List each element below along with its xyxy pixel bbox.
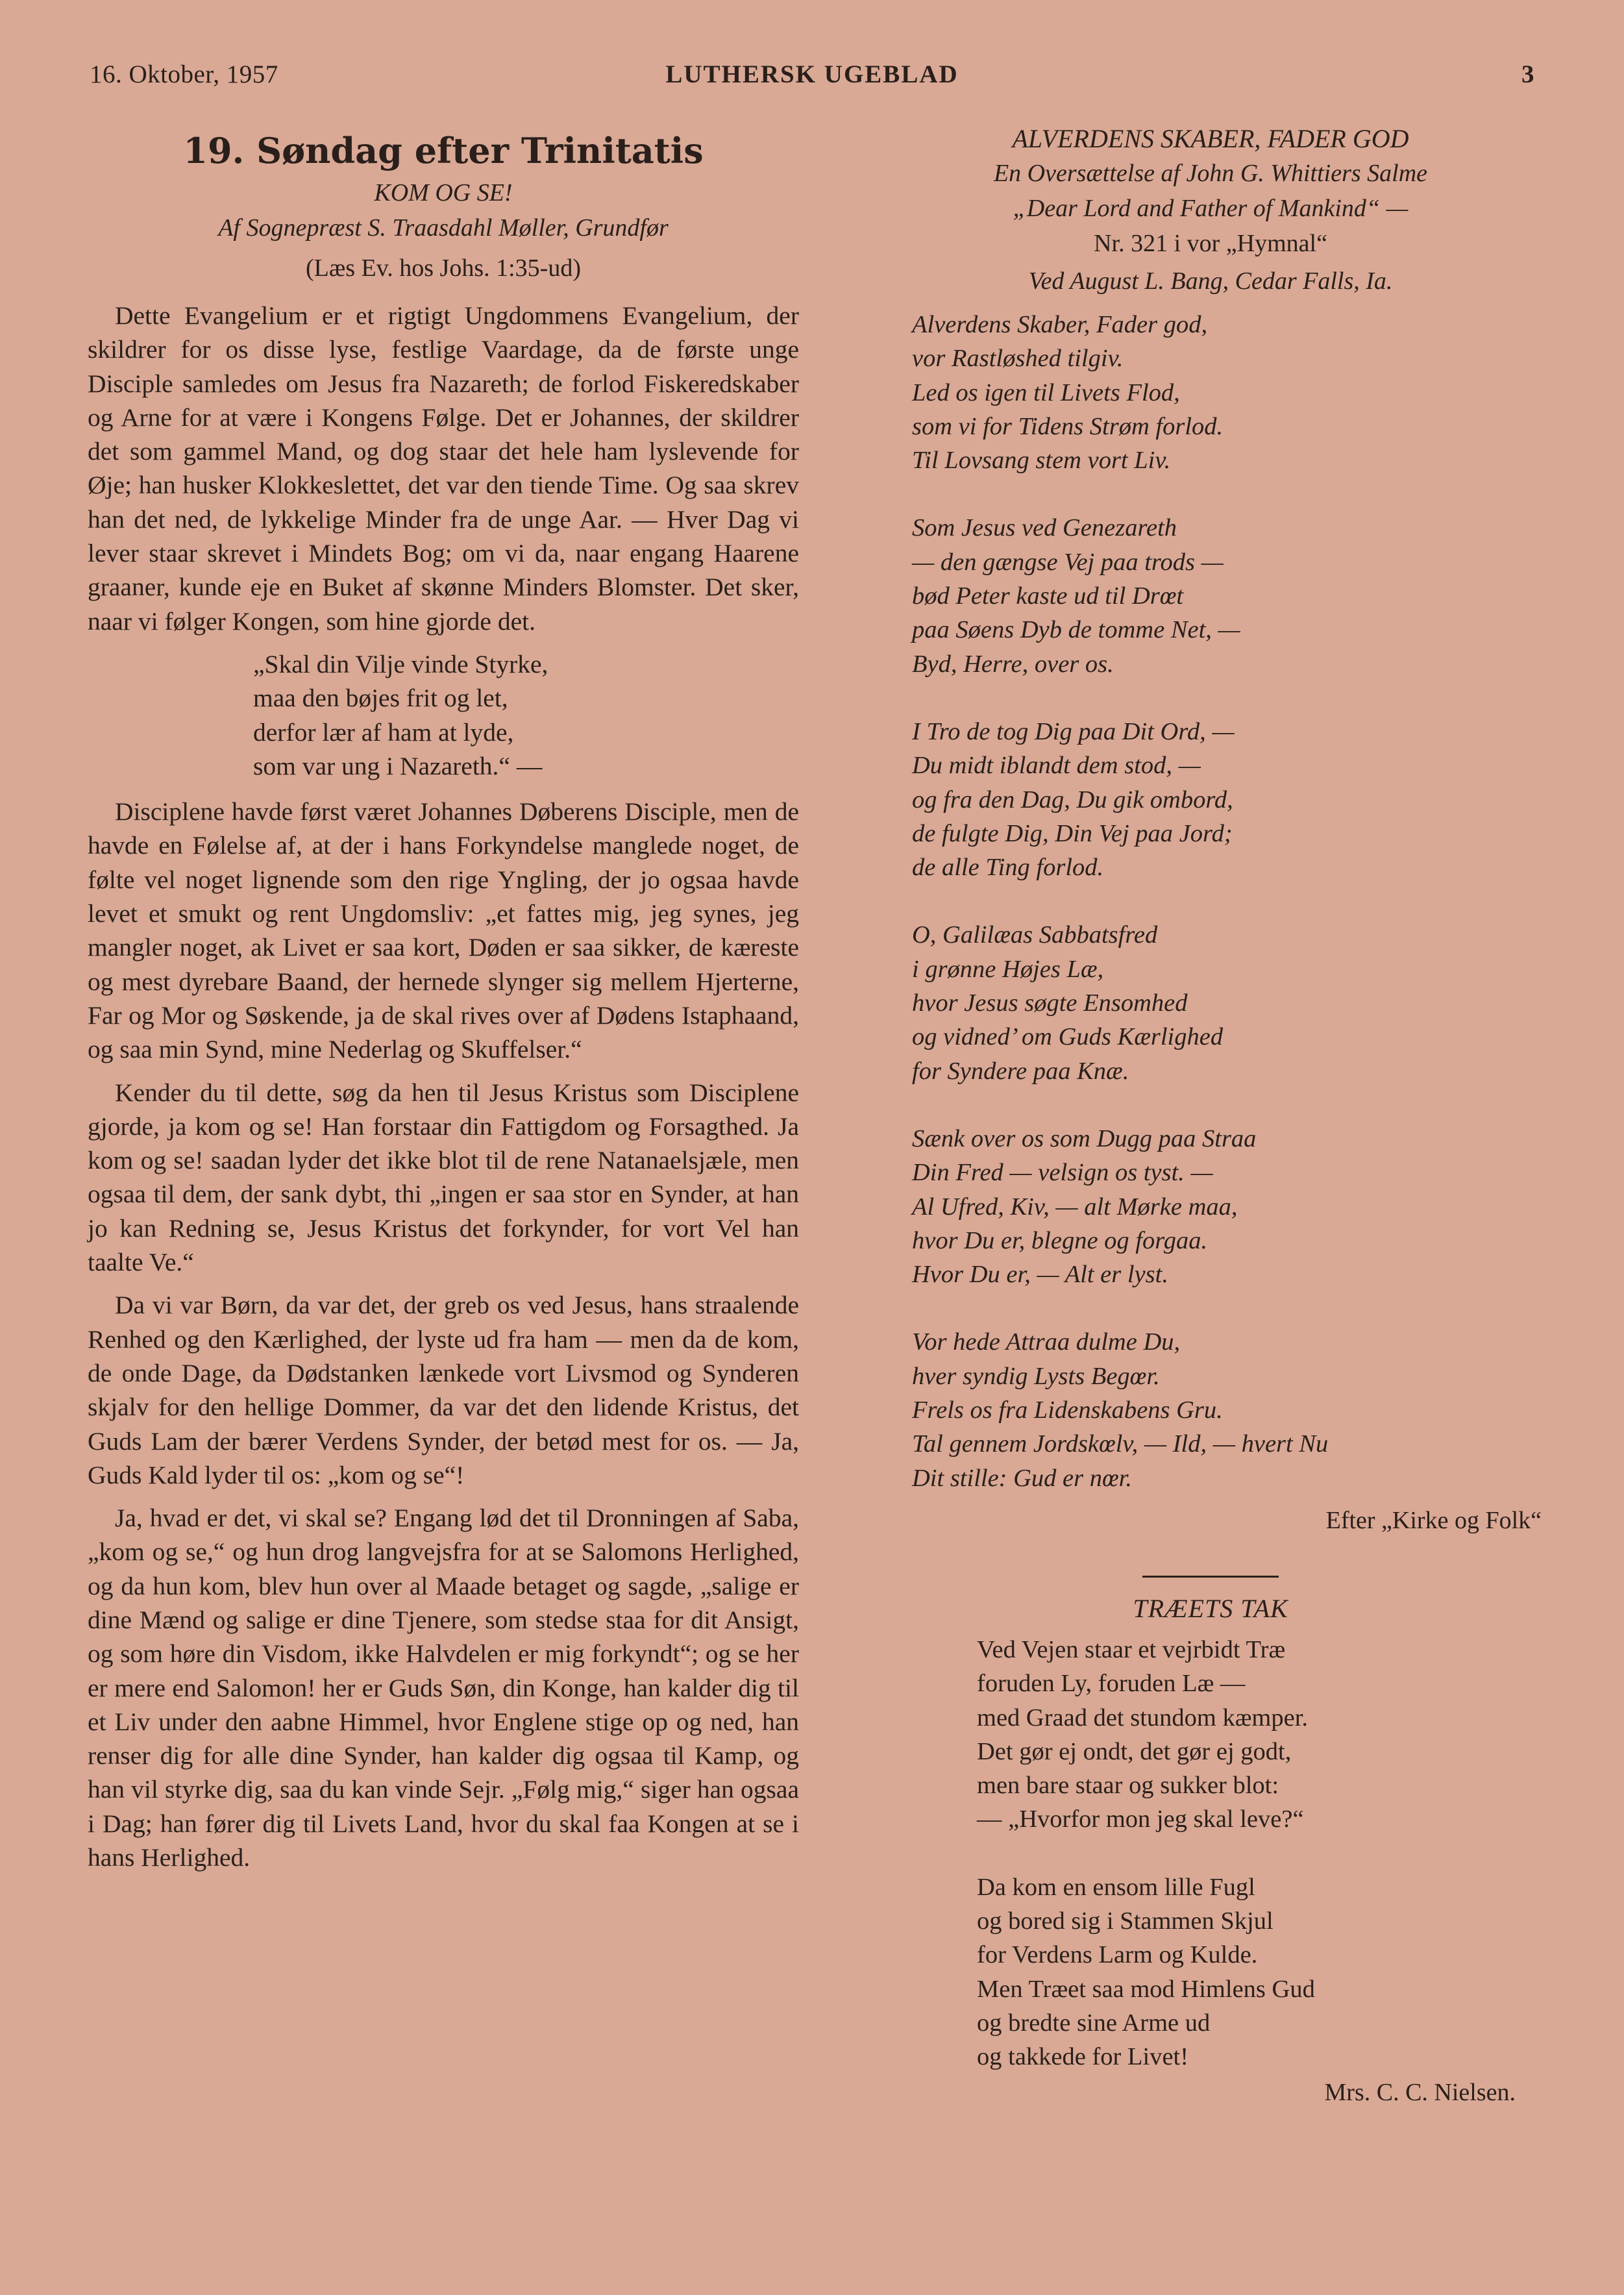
poem-line: med Graad det stundom kæmper. [977,1704,1309,1731]
stanza-line: og fra den Dag, Du gik ombord, [912,786,1233,813]
paragraph: Kender du til dette, søg da hen til Jesus Kristus som Disciplene gjorde, ja kom og se! Han forstaar din Fattigdom og Forsagthed. Ja kom og se! saadan lyder det ikke blot til de rene Natanaelsjæle, men ogsaa til dem, der sank dybt, thi „ingen er saa stor en Synder, at han jo kan Redning se, Jesus Kristus det forkynder, for vort Vel han taalte Ve.“ [88,1078,799,1277]
hymn-translator: Ved August L. Bang, Cedar Falls, Ia. [1028,267,1393,295]
article-byline: Af Sognepræst S. Traasdahl Møller, Grundfør [218,214,669,242]
poem-line: Men Træet saa mod Himlens Gud [977,1975,1315,2003]
poem-line: men bare staar og sukker blot: [977,1772,1279,1800]
quoted-verse [253,647,799,783]
verse-line: maa den bøjes frit og let, [253,684,508,713]
stanza-line: Hvor Du er, — Alt er lyst. [912,1261,1168,1289]
poem-line: Da kom en ensom lille Fugl [977,1873,1255,1901]
paragraph: Dette Evangelium er et rigtigt Ungdommens Evangelium, der skildrer for os disse lyse, festlige Vaardage, da de første unge Disciple samledes om Jesus fra Nazareth; de forlod Fiskeredskaber og Arne for at være i Kongens Følge. Det er Johannes, der skildrer det som gammel Mand, og dog staar det hele ham lyslevende for Øje; han husker Klokkeslettet, det var den tiende Time. Og saa skrev han det ned, de lykkelige Minder fra de unge Aar. — Hver Dag vi lever staar skrevet i Mindets Bog; om vi da, naar engang Haarene graaner, kunde eje en Buket af skønne Minders Blomster. Det sker, naar vi følger Kongen, som hine gjorde det. [88,301,799,636]
stanza-line: O, Galilæas Sabbatsfred [912,921,1158,949]
poem-line: — „Hvorfor mon jeg skal leve?“ [977,1805,1304,1833]
verse-line: som var ung i Nazareth.“ — [253,751,543,780]
stanza-line: Vor hede Attraa dulme Du, [912,1328,1181,1356]
stanza-line: hver syndig Lysts Begœr. [912,1362,1160,1390]
stanza-line: Som Jesus ved Genezareth [912,514,1177,542]
stanza-line: Dit stille: Gud er nœr. [912,1464,1133,1492]
verse-line: derfor lær af ham at lyde, [253,717,514,747]
stanza-line: Du midt iblandt dem stod, — [912,752,1201,780]
poem-line: Ved Vejen staar et vejrbidt Træ [977,1635,1286,1663]
hymn-stanza [912,918,1542,1087]
poem-line: og bredte sine Arme ud [977,2009,1211,2037]
poem-line: og takkede for Livet! [977,2043,1189,2071]
hymn-original-title: „Dear Lord and Father of Mankind“ — [1013,195,1409,222]
hymn-stanza [912,511,1542,680]
stanza-line: Al Ufred, Kiv, — alt Mørke maa, [912,1193,1238,1221]
stanza-line: og vidned’ om Guds Kærlighed [912,1023,1224,1051]
poem-stanza [977,1633,1542,1837]
hymn-stanza [912,308,1542,477]
stanza-line: hvor Jesus søgte Ensomhed [912,989,1188,1017]
stanza-line: paa Søens Dyb de tomme Net, — [912,616,1240,644]
paragraph: Ja, hvad er det, vi skal se? Engang lød det til Dronningen af Saba, „kom og se,“ og hun drog langvejsfra for at se Salomons Herlighed, og da hun kom, blev hun over al Maade betaget og sagde, „salige er dine Mænd og salige er dine Tjenere, som stedse staa for dit Ansigt, og som høre din Visdom, ikke Halvdelen er mig forkyndt“; og se her er mere end Salomon! her er Guds Søn, din Konge, han kalder dig til et Liv under den aabne Himmel, hvor Englene stige op og ned, han renser dig for alle dine Synder, han kalder dig ogsaa til Kamp, og han vil styrke dig, saa du kan vinde Sejr. „Følg mig,“ siger han ogsaa i Dag; han fører dig til Livets Land, hvor du skal faa Kongen at se i hans Herlighed. [88,1504,799,1872]
poetry-column [880,122,1542,2110]
article-title: 19. Søndag efter Trinitatis [183,130,704,171]
masthead: LUTHERSK UGEBLAD [665,60,959,88]
stanza-line: Byd, Herre, over os. [912,650,1114,678]
hymn-stanza [912,715,1542,884]
hymn-title: ALVERDENS SKABER, FADER GOD [1012,124,1409,153]
poem-author: Mrs. C. C. Nielsen. [1324,2079,1516,2107]
stanza-line: Din Fred — velsign os tyst. — [912,1159,1213,1187]
poem-line: og bored sig i Stammen Skjul [977,1907,1273,1935]
verse-line: „Skal din Vilje vinde Styrke, [253,649,548,678]
paragraph: Da vi var Børn, da var det, der greb os ved Jesus, hans straalende Renhed og den Kærlighed, der lyste ud fra ham — men da de kom, de onde Dage, da Dødstanken lænkede vort Livsmod og Synderen skjalv for den hellige Dommer, da var det den lidende Kristus, det Guds Lam der bærer Verdens Synder, der betød mest for os. — Ja, Guds Kald lyder til os: „kom og se“! [88,1291,799,1489]
stanza-line: de alle Ting forlod. [912,854,1104,882]
stanza-line: Til Lovsang stem vort Liv. [912,447,1171,475]
hymn-stanza [912,1122,1542,1291]
stanza-line: for Syndere paa Knæ. [912,1057,1129,1085]
article-subtitle: KOM OG SE! [374,179,513,206]
stanza-line: — den gængse Vej paa trods — [912,548,1224,576]
page-header [90,60,1534,99]
stanza-line: som vi for Tidens Strøm forlod. [912,412,1224,440]
hymn-source: Efter „Kirke og Folk“ [1325,1506,1542,1534]
stanza-line: vor Rastløshed tilgiv. [912,345,1124,373]
section-divider [1142,1576,1279,1578]
hymn-subtitle: En Oversættelse af John G. Whittiers Salme [993,160,1428,187]
stanza-line: Frels os fra Lidenskabens Gru. [912,1396,1223,1424]
page-number: 3 [1521,60,1534,88]
stanza-line: Led os igen til Livets Flod, [912,378,1180,406]
stanza-line: bød Peter kaste ud til Drœt [912,582,1184,610]
stanza-line: I Tro de tog Dig paa Dit Ord, — [912,717,1235,745]
stanza-line: Sænk over os som Dugg paa Straa [912,1124,1257,1152]
sermon-column [88,122,799,1883]
issue-date: 16. Oktober, 1957 [90,60,278,88]
poem-line: Det gør ej ondt, det gør ej godt, [977,1737,1292,1765]
stanza-line: i grønne Højes Læ, [912,955,1104,983]
stanza-line: Alverdens Skaber, Fader god, [912,311,1208,338]
stanza-line: hvor Du er, blegne og forgaa. [912,1226,1208,1254]
stanza-line: Tal gennem Jordskœlv, — Ild, — hvert Nu [912,1430,1329,1458]
scripture-reference: (Læs Ev. hos Johs. 1:35-ud) [306,254,581,282]
hymn-stanza [912,1325,1542,1495]
paragraph: Disciplene havde først været Johannes Døberens Disciple, men de havde en Følelse af, at der i hans Forkyndelse manglede noget, de følte vel noget lignende som den rige Yngling, der jo ogsaa havde levet et smukt og rent Ungdomsliv: „et fattes mig, jeg synes, jeg mangler noget, ak Livet er saa kort, Døden er saa sikker, de kæreste og mest dyrebare Baand, der hernede slynger sig mellem Hjerterne, Far og Mor og Søskende, ja de skal rives over af Dødens Istaphaand, og saa min Synd, mine Nederlag og Skuffelser.“ [88,797,799,1064]
poem-line: foruden Ly, foruden Læ — [977,1670,1246,1698]
poem-line: for Verdens Larm og Kulde. [977,1941,1258,1969]
poem-stanza [977,1870,1542,2074]
poem-title: TRÆETS TAK [1133,1593,1288,1623]
hymnal-reference: Nr. 321 i vor „Hymnal“ [1094,230,1327,257]
stanza-line: de fulgte Dig, Din Vej paa Jord; [912,819,1233,847]
